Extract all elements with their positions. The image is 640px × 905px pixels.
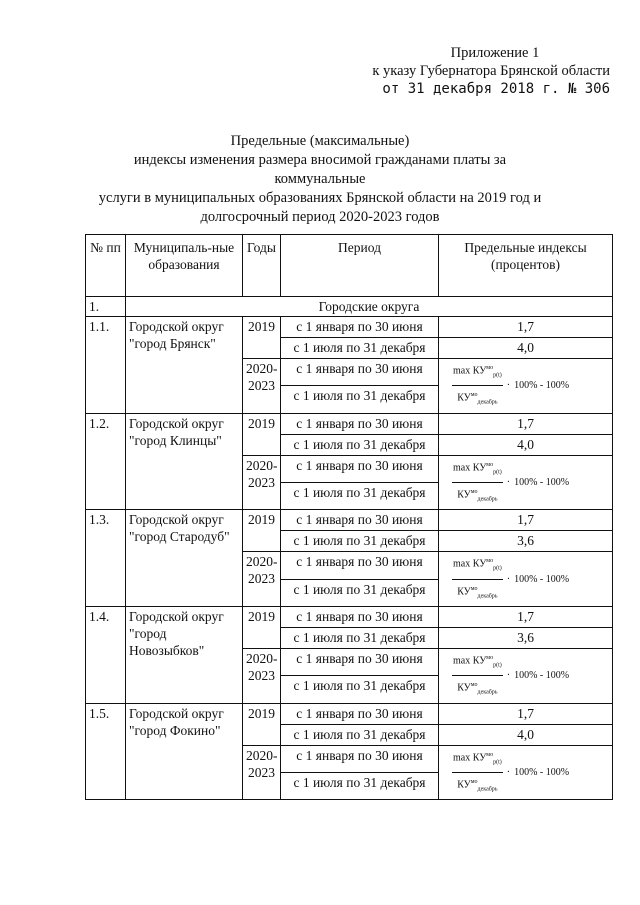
formula-sub: декабрь [477, 496, 498, 503]
formula-fraction [452, 360, 503, 412]
index-value: 1,7 [439, 510, 613, 531]
index-value: 4,0 [439, 434, 613, 455]
formula-expression [442, 650, 569, 702]
title-line-1: Предельные (максимальные) [230, 133, 410, 149]
row-num: 1.5. [86, 703, 126, 800]
header-period: Период [281, 235, 439, 297]
table-row [86, 317, 613, 338]
formula-max: max [453, 751, 471, 763]
row-municipality: Городской округ "город Фокино" [126, 703, 243, 800]
index-value: 1,7 [439, 413, 613, 434]
indices-table [85, 234, 613, 800]
title-line-3: услуги в муниципальных образованиях Брянской области на 2019 год и [98, 190, 542, 206]
formula-denominator [452, 386, 503, 411]
formula-ku: КУ [457, 489, 471, 501]
row-municipality: Городской округ "город Новозыбков" [126, 606, 243, 703]
formula-multiply: · [506, 573, 511, 585]
formula-ku: КУ [457, 585, 471, 597]
row-municipality: Городской округ "город Брянск" [126, 317, 243, 414]
formula-sub: декабрь [477, 592, 498, 599]
formula-sub: р(t) [493, 662, 502, 669]
formula-sup: мо [470, 778, 478, 785]
formula-denominator [452, 580, 503, 605]
index-value: 4,0 [439, 338, 613, 359]
appendix-line-2: к указу Губернатора Брянской области [372, 63, 610, 79]
row-num: 1.4. [86, 606, 126, 703]
table-row [86, 703, 613, 724]
formula-sub: р(t) [493, 468, 502, 475]
formula-fraction [452, 457, 503, 509]
formula-sub: р(t) [493, 372, 502, 379]
formula-max: max [453, 655, 471, 667]
row-year-long: 2020-2023 [243, 455, 281, 510]
index-value: 3,6 [439, 531, 613, 552]
period-cell: с 1 июля по 31 декабря [281, 627, 439, 648]
formula-fraction [452, 650, 503, 702]
period-cell: с 1 июля по 31 декабря [281, 482, 439, 509]
formula-sup: мо [486, 751, 494, 758]
formula-sub: декабрь [477, 399, 498, 406]
formula-multiply: · [506, 380, 511, 392]
table-row [86, 413, 613, 434]
formula-ku: КУ [457, 682, 471, 694]
formula-tail: 100% - 100% [514, 476, 570, 488]
appendix-line-1: Приложение 1 [450, 45, 540, 61]
row-year-long: 2020-2023 [243, 359, 281, 414]
formula-ku: КУ [457, 779, 471, 791]
formula-tail: 100% - 100% [514, 573, 570, 585]
group-row [86, 297, 613, 317]
index-formula [439, 455, 613, 510]
row-year-2019: 2019 [243, 703, 281, 745]
formula-sup: мо [470, 488, 478, 495]
formula-ku: КУ [472, 655, 487, 667]
period-cell: с 1 июля по 31 декабря [281, 434, 439, 455]
document-title [90, 132, 550, 227]
index-value: 4,0 [439, 724, 613, 745]
period-cell: с 1 января по 30 июня [281, 317, 439, 338]
period-cell: с 1 июля по 31 декабря [281, 579, 439, 606]
formula-numerator [452, 360, 503, 386]
index-value: 1,7 [439, 703, 613, 724]
index-formula [439, 648, 613, 703]
formula-sup: мо [470, 585, 478, 592]
formula-max: max [453, 365, 471, 377]
formula-ku: КУ [472, 365, 487, 377]
row-num: 1.1. [86, 317, 126, 414]
row-year-long: 2020-2023 [243, 552, 281, 607]
formula-tail: 100% - 100% [514, 766, 570, 778]
period-cell: с 1 января по 30 июня [281, 745, 439, 772]
formula-expression [442, 747, 569, 799]
period-cell: с 1 января по 30 июня [281, 552, 439, 579]
formula-fraction [452, 747, 503, 799]
formula-numerator [452, 457, 503, 483]
formula-sub: декабрь [477, 786, 498, 793]
formula-tail: 100% - 100% [514, 380, 570, 392]
formula-ku: КУ [457, 392, 471, 404]
period-cell: с 1 января по 30 июня [281, 510, 439, 531]
appendix-line-3: от 31 декабря 2018 г. № 306 [382, 81, 610, 97]
formula-ku: КУ [472, 751, 487, 763]
row-year-2019: 2019 [243, 606, 281, 648]
period-cell: с 1 июля по 31 декабря [281, 531, 439, 552]
formula-sub: р(t) [493, 758, 502, 765]
period-cell: с 1 июля по 31 декабря [281, 724, 439, 745]
formula-tail: 100% - 100% [514, 670, 570, 682]
row-municipality: Городской округ "город Стародуб" [126, 510, 243, 607]
formula-sup: мо [470, 682, 478, 689]
period-cell: с 1 января по 30 июня [281, 359, 439, 386]
index-value: 1,7 [439, 317, 613, 338]
formula-sub: р(t) [493, 565, 502, 572]
header-municipality: Муниципаль-ные образования [126, 235, 243, 297]
group-label: Городские округа [126, 297, 613, 317]
group-num: 1. [86, 297, 126, 317]
title-line-2: индексы изменения размера вносимой гражданами платы за коммунальные [133, 152, 507, 187]
formula-sup: мо [486, 461, 494, 468]
row-year-long: 2020-2023 [243, 745, 281, 800]
formula-ku: КУ [472, 558, 487, 570]
formula-sup: мо [486, 654, 494, 661]
header-num: № пп [86, 235, 126, 297]
index-value: 3,6 [439, 627, 613, 648]
row-year-2019: 2019 [243, 413, 281, 455]
formula-multiply: · [506, 766, 511, 778]
row-num: 1.2. [86, 413, 126, 510]
row-year-2019: 2019 [243, 510, 281, 552]
row-num: 1.3. [86, 510, 126, 607]
formula-denominator [452, 483, 503, 508]
period-cell: с 1 января по 30 июня [281, 648, 439, 675]
period-cell: с 1 января по 30 июня [281, 413, 439, 434]
formula-expression [442, 360, 569, 412]
row-year-2019: 2019 [243, 317, 281, 359]
formula-max: max [453, 461, 471, 473]
formula-sup: мо [486, 558, 494, 565]
period-cell: с 1 июля по 31 декабря [281, 338, 439, 359]
table-header-row [86, 235, 613, 297]
formula-denominator [452, 676, 503, 701]
index-formula [439, 745, 613, 800]
index-formula [439, 552, 613, 607]
formula-numerator [452, 747, 503, 773]
formula-max: max [453, 558, 471, 570]
table-row [86, 510, 613, 531]
row-year-long: 2020-2023 [243, 648, 281, 703]
formula-multiply: · [506, 670, 511, 682]
formula-fraction [452, 553, 503, 605]
header-index: Предельные индексы (процентов) [439, 235, 613, 297]
formula-sup: мо [470, 392, 478, 399]
index-value: 1,7 [439, 606, 613, 627]
period-cell: с 1 января по 30 июня [281, 703, 439, 724]
formula-ku: КУ [472, 461, 487, 473]
period-cell: с 1 июля по 31 декабря [281, 386, 439, 413]
formula-numerator [452, 553, 503, 579]
formula-multiply: · [506, 476, 511, 488]
formula-sup: мо [486, 365, 494, 371]
formula-sub: декабрь [477, 689, 498, 696]
period-cell: с 1 января по 30 июня [281, 455, 439, 482]
formula-expression [442, 553, 569, 605]
formula-numerator [452, 650, 503, 676]
period-cell: с 1 июля по 31 декабря [281, 772, 439, 799]
formula-denominator [452, 773, 503, 798]
title-line-4: долгосрочный период 2020-2023 годов [200, 209, 440, 225]
appendix-header [340, 44, 610, 98]
index-formula [439, 359, 613, 414]
period-cell: с 1 января по 30 июня [281, 606, 439, 627]
header-years: Годы [243, 235, 281, 297]
row-municipality: Городской округ "город Клинцы" [126, 413, 243, 510]
table-row [86, 606, 613, 627]
period-cell: с 1 июля по 31 декабря [281, 676, 439, 703]
formula-expression [442, 457, 569, 509]
